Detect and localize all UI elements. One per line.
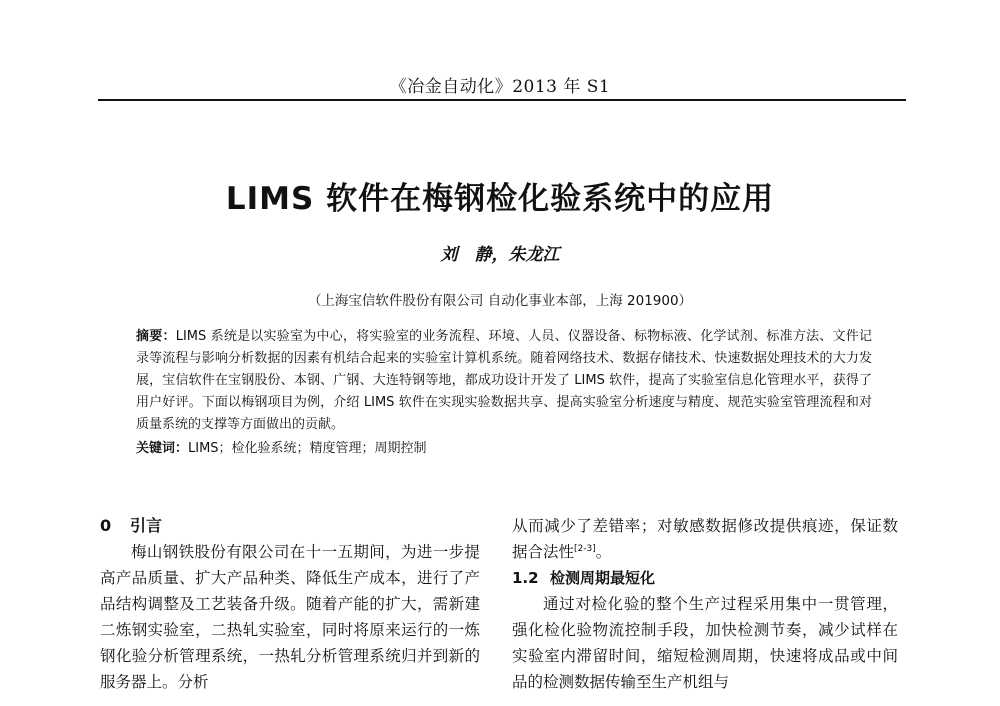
keywords-text: LIMS；检化验系统；精度管理；周期控制 bbox=[188, 441, 427, 456]
header-rule bbox=[98, 99, 906, 101]
keywords-label: 关键词： bbox=[136, 441, 189, 456]
authors: 刘 静，朱龙江 bbox=[440, 245, 560, 265]
section-heading-introduction bbox=[100, 513, 480, 539]
right-column bbox=[512, 513, 898, 695]
continuation-paragraph bbox=[512, 513, 898, 565]
paper-title: LIMS 软件在梅钢检化验系统中的应用 bbox=[225, 181, 775, 217]
keywords bbox=[136, 438, 872, 460]
affiliation: （上海宝信软件股份有限公司 自动化事业本部，上海 201900） bbox=[307, 293, 693, 309]
section-title: 引言 bbox=[130, 516, 163, 535]
abstract-text: LIMS 系统是以实验室为中心，将实验室的业务流程、环境、人员、仪器设备、标物标液、化学试剂、标准方法、文件记录等流程与影响分析数据的因素有机结合起来的实验室计算机系统。随着网络技术、数据存储技术、快速数据处理技术的大力发展，宝信软件在宝钢股份、本钢、广钢、大连特钢等地，都成功设计开发了 LIMS 软件，提高了实验室信息化管理水平，获得了用户好评。下面以梅钢项目为例，介绍 LIMS 软件在实现实验数据共享、提高实验室分析速度与精度、规范实验室管理流程和对质量系统的支撑等方面做出的贡献。 bbox=[136, 329, 872, 432]
continuation-text: 从而减少了差错率；对敏感数据修改提供痕迹，保证数据合法性 bbox=[512, 517, 898, 561]
subsection-title: 检测周期最短化 bbox=[550, 569, 656, 587]
abstract-label: 摘要： bbox=[136, 329, 176, 344]
abstract-block bbox=[136, 326, 872, 460]
section-number: 0 bbox=[100, 516, 112, 535]
journal-header: 《冶金自动化》2013 年 S1 bbox=[389, 77, 611, 97]
introduction-paragraph: 梅山钢铁股份有限公司在十一五期间，为进一步提高产品质量、扩大产品种类、降低生产成本，进行了产品结构调整及工艺装备升级。随着产能的扩大，需新建二炼钢实验室，二热轧实验室，同时将原来运行的一炼钢化验分析管理系统，一热轧分析管理系统归并到新的服务器上。分析 bbox=[100, 543, 480, 691]
citation: [2-3] bbox=[574, 543, 596, 554]
abstract bbox=[136, 326, 872, 436]
subsection-paragraph: 通过对检化验的整个生产过程采用集中一贯管理，强化检化验物流控制手段，加快检测节奏，减少试样在实验室内滞留时间，缩短检测周期，快速将成品或中间品的检测数据传输至生产机组与 bbox=[512, 595, 898, 691]
subsection-heading bbox=[512, 565, 898, 591]
left-column bbox=[100, 513, 480, 695]
continuation-end: 。 bbox=[595, 543, 612, 561]
subsection-number: 1.2 bbox=[512, 569, 539, 587]
